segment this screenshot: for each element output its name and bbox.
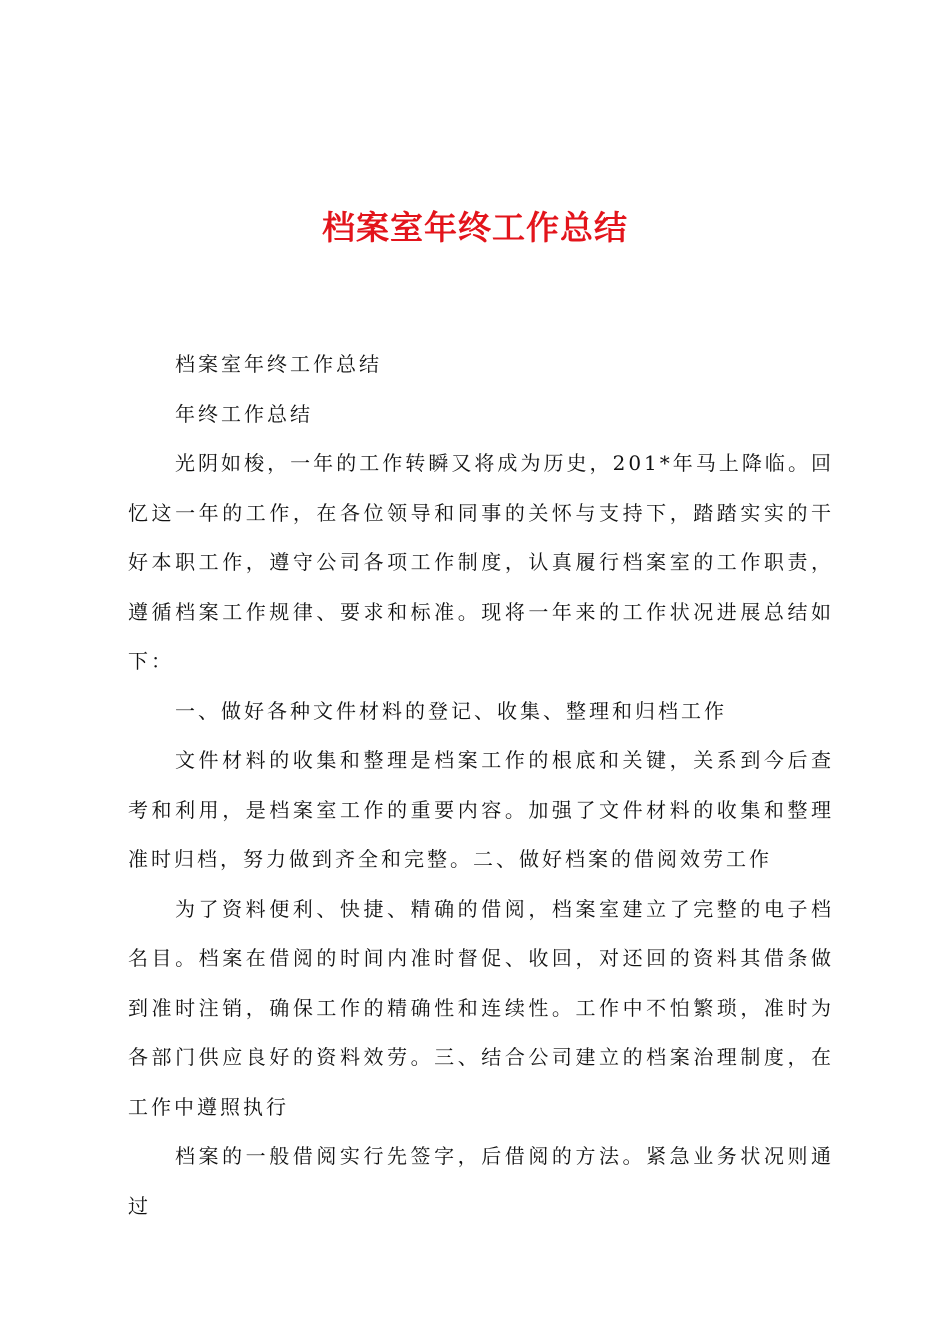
document-body [128, 340, 834, 1231]
paragraph-heading-repeat: 档案室年终工作总结 [175, 352, 382, 376]
paragraph-section-3: 档案的一般借阅实行先签字，后借阅的方法。紧急业务状况则通过 [128, 1144, 834, 1218]
paragraph-section-1: 文件材料的收集和整理是档案工作的根底和关键，关系到今后查考和利用，是档案室工作的重要内容。加强了文件材料的收集和整理准时归档，努力做到齐全和完整。二、做好档案的借阅效劳工作 [128, 748, 834, 871]
paragraph-section-2: 为了资料便利、快捷、精确的借阅，档案室建立了完整的电子档名目。档案在借阅的时间内准时督促、收回，对还回的资料其借条做到准时注销，确保工作的精确性和连续性。工作中不怕繁琐，准时为各部门供应良好的资料效劳。三、结合公司建立的档案治理制度，在工作中遵照执行 [128, 896, 834, 1119]
paragraph-subheading: 年终工作总结 [175, 401, 313, 426]
document-title: 档案室年终工作总结 [322, 208, 628, 247]
paragraph-intro: 光阴如梭，一年的工作转瞬又将成为历史，201*年马上降临。回忆这一年的工作，在各位领导和同事的关怀与支持下，踏踏实实的干好本职工作，遵守公司各项工作制度，认真履行档案室的工作职责，遵循档案工作规律、要求和标准。现将一年来的工作状况进展总结如下： [128, 451, 834, 673]
section-heading-1: 一、做好各种文件材料的登记、收集、整理和归档工作 [175, 698, 727, 723]
